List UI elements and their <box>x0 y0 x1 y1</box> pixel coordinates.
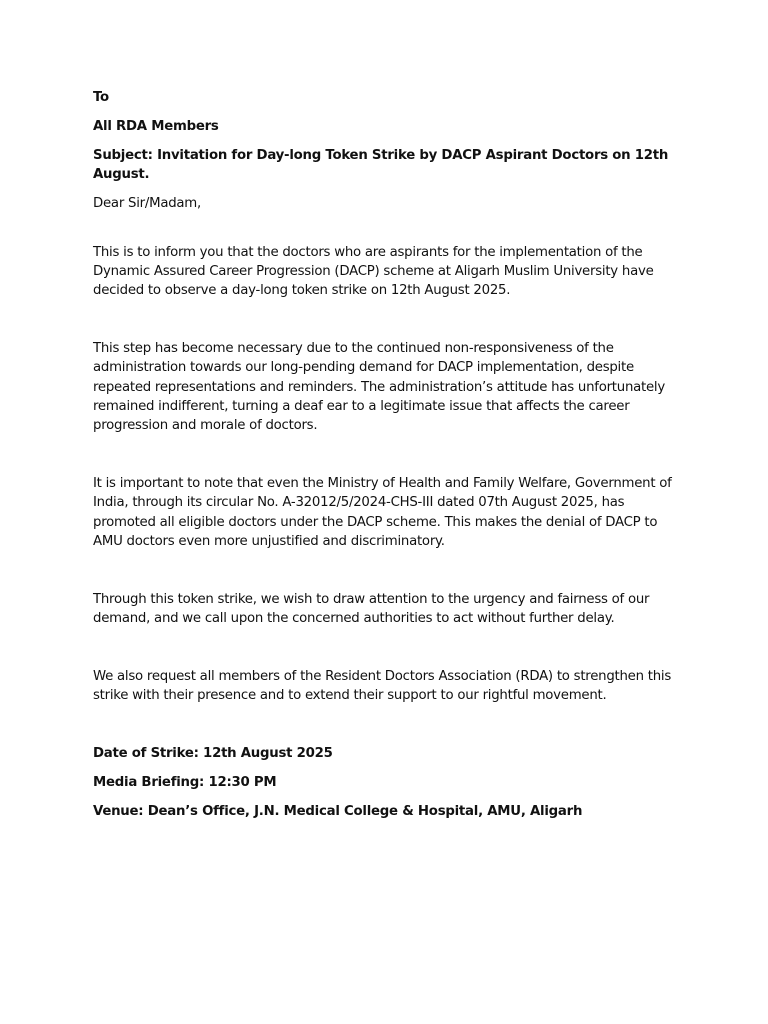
paragraph-ministry-circular: It is important to note that even the Ministry of Health and Family Welfare, Government of India, through its circular No. A-32012/5/2024-CHS-III dated 07th August 2025, has promoted all eligible doctors under the DACP scheme. This makes the denial of DACP to AMU doctors even more unjustified and discriminatory. <box>93 476 672 549</box>
strike-date: Date of Strike: 12th August 2025 <box>93 746 333 762</box>
letter-subject: Subject: Invitation for Day-long Token Strike by DACP Aspirant Doctors on 12th August. <box>93 147 669 183</box>
paragraph-request: We also request all members of the Resident Doctors Association (RDA) to strengthen this strike with their presence and to extend their support to our rightful movement. <box>93 669 672 704</box>
media-briefing-time: Media Briefing: 12:30 PM <box>93 775 277 791</box>
paragraph-reason: This step has become necessary due to the continued non-responsiveness of the administration towards our long-pending demand for DACP implementation, despite repeated representations and reminders. The administration’s attitude has unfortunately remained indifferent, turning a deaf ear to a legitimate issue that affects the career progression and morale of doctors. <box>93 341 665 434</box>
strike-venue: Venue: Dean’s Office, J.N. Medical College & Hospital, AMU, Aligarh <box>93 804 583 820</box>
paragraph-purpose: Through this token strike, we wish to draw attention to the urgency and fairness of our demand, and we call upon the concerned authorities to act without further delay. <box>93 591 650 627</box>
paragraph-announcement: This is to inform you that the doctors who are aspirants for the implementation of the Dynamic Assured Career Progression (DACP) scheme at Aligarh Muslim University have decided to observe a day-long token strike on 12th August 2025. <box>93 244 654 299</box>
letter-greeting: Dear Sir/Madam, <box>93 196 201 212</box>
letter-to: To <box>93 90 109 105</box>
letter-body <box>93 88 673 831</box>
letter-recipients: All RDA Members <box>93 118 219 134</box>
